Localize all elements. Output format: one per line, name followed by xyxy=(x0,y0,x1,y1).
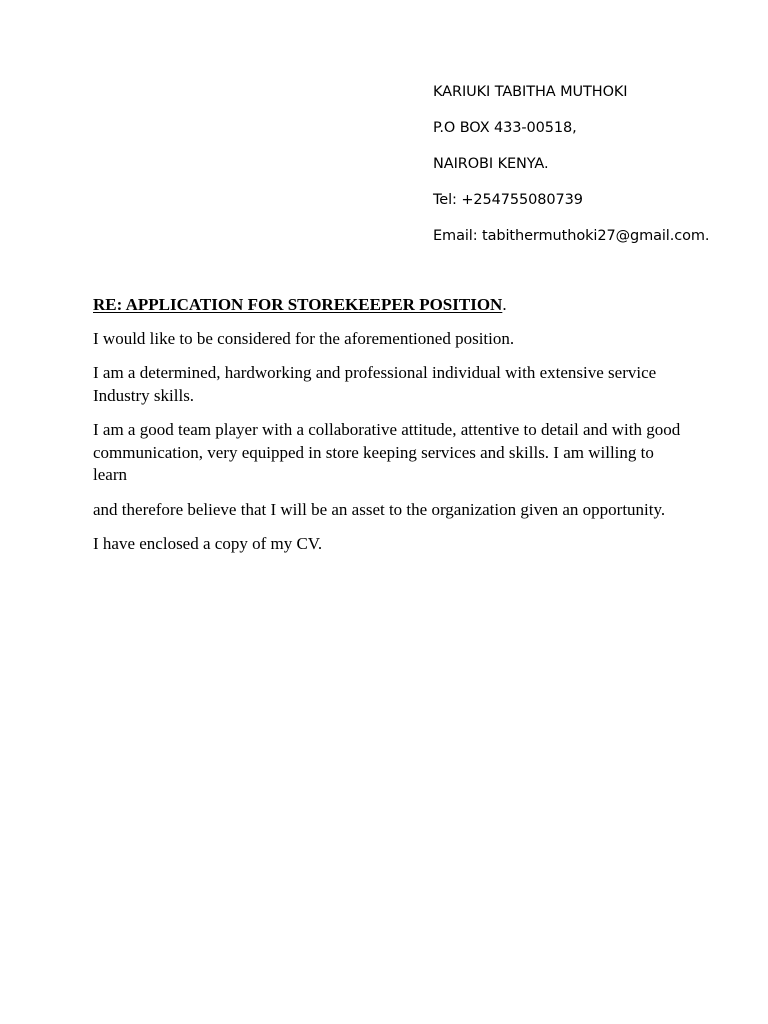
letter-subject-period: . xyxy=(502,295,507,314)
paragraph-qualities: I am a determined, hardworking and professional individual with extensive service Industry skills. xyxy=(93,363,657,405)
letter-subject xyxy=(93,294,683,317)
paragraph-intro: I would like to be considered for the aforementioned position. xyxy=(93,328,515,348)
paragraph-enclosure: I have enclosed a copy of my CV. xyxy=(93,534,323,553)
sender-address-block xyxy=(433,82,763,262)
sender-po-box: P.O BOX 433-00518, xyxy=(433,120,577,136)
letter-subject-text: RE: APPLICATION FOR STOREKEEPER POSITION xyxy=(93,295,503,314)
sender-name: KARIUKI TABITHA MUTHOKI xyxy=(433,84,628,100)
letter-body xyxy=(93,294,683,568)
sender-phone: Tel: +254755080739 xyxy=(433,192,583,208)
paragraph-asset: and therefore believe that I will be an asset to the organization given an opportunity. xyxy=(93,499,666,519)
paragraph-skills: I am a good team player with a collaborative attitude, attentive to detail and with good communication, very equipped in store keeping services and skills. I am willing to learn xyxy=(93,420,681,484)
sender-city: NAIROBI KENYA. xyxy=(433,156,549,172)
sender-email: Email: tabithermuthoki27@gmail.com. xyxy=(433,228,710,244)
